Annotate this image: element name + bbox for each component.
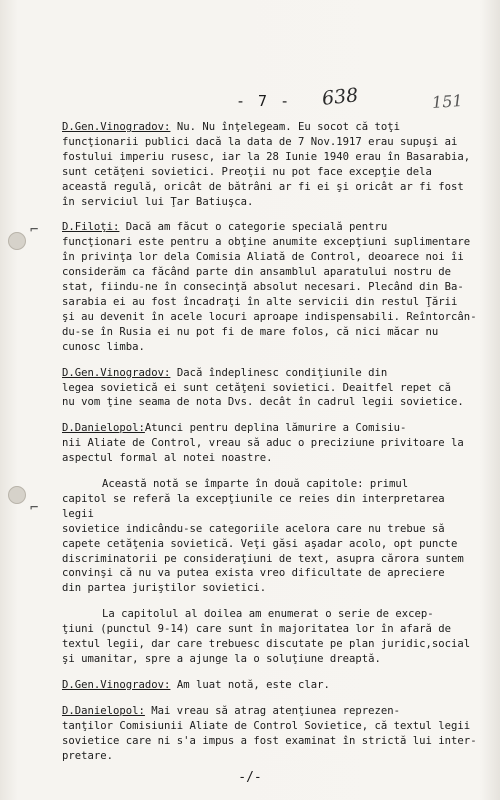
paragraph-text: Atunci pentru deplina lămurire a Comisiu- nii Aliate de Control, vreau să aduc o preciziune privitoare la aspectul formal al notei noastre.: [62, 422, 464, 465]
paragraph: [62, 220, 482, 354]
speaker-name: D.Gen.Vinogradov:: [62, 678, 171, 691]
paragraph-text: Nu. Nu înţelegeam. Eu socot că toţi funcţionarii publici dacă la data de 7 Nov.1917 erau supuşi ai fostului imperiu rusesc, iar la 28 Iunie 1940 erau în Basarabia, sunt cetăţeni sovietici. Preoţii nu pot face excepţie dela această regulă, oricât de bătrâni ar fi ei şi oricât ar fi fost în serviciul lui Ţar Batiuşca.: [62, 121, 471, 208]
punch-hole: [8, 486, 26, 504]
paragraph-text: Mai vreau să atrag atenţiunea reprezen- tanţilor Comisiunii Aliate de Control Sovietice, că textul legii sovietice care ni s'a impus a fost examinat în strictă lui inter- pretare.: [62, 704, 477, 762]
margin-mark: ⌐: [30, 222, 39, 238]
page-number: - 7 -: [236, 92, 292, 110]
paragraph: [62, 477, 482, 596]
paragraph: [62, 366, 482, 411]
document-body: [62, 120, 482, 774]
paragraph: [62, 704, 482, 764]
paragraph: [62, 607, 482, 667]
paragraph-text: La capitolul al doilea am enumerat o serie de excep- ţiuni (punctul 9-14) care sunt în majoritatea lor în afară de textul legii, dar care trebuesc discutate pe plan juridic,social şi umanitar, spre a ajunge la o soluţiune dreaptă.: [62, 608, 471, 665]
speaker-name: D.Danielopol:: [62, 704, 145, 717]
speaker-name: D.Gen.Vinogradov:: [62, 366, 171, 379]
speaker-name: D.Danielopol:: [62, 422, 145, 435]
handwritten-folio-number: 638: [320, 84, 360, 110]
handwritten-margin-number: 151: [431, 90, 464, 113]
paragraph: [62, 678, 482, 693]
paragraph-text: Am luat notă, este clar.: [170, 678, 330, 691]
speaker-name: D.Filoţi:: [62, 221, 120, 234]
paragraph-text: Dacă îndeplinesc condiţiunile din legea sovietică ei sunt cetăţeni sovietici. Deaitfel repet că nu vom ţine seama de nota Dvs. decât în cadrul legii sovietice.: [62, 366, 464, 409]
paragraph: [62, 421, 482, 466]
margin-mark: ⌐: [30, 500, 39, 516]
paragraph-text: Dacă am făcut o categorie specială pentru funcţionari este pentru a obţine anumite excepţiuni suplimentare în privinţa lor dela Comisia Aliată de Control, deoarece noi îi considerăm ca făcând parte din ansamblul aparatului nostru de stat, fiindu-ne în consecinţă absolut necesari. Plecând din Ba- sarabia ei au fost încadraţi în alte servicii din restul Ţării şi au devenit în acele locuri aproape indispensabili. Reîntorcân- du-se în Rusia ei nu pot fi de mare folos, că nici măcar nu cunosc limba.: [62, 221, 477, 353]
page-footer: -/-: [238, 770, 262, 785]
punch-hole: [8, 232, 26, 250]
speaker-name: D.Gen.Vinogradov:: [62, 121, 171, 133]
paragraph: [62, 120, 482, 209]
paragraph-text: Această notă se împarte în două capitole: primul capitol se referă la excepţiunile ce reies din interpretarea legii sovietice indicându-se categoriile acelora care nu trebue să capete cetăţenia sovietică. Veţi găsi aşadar acolo, opt puncte discriminatorii pe consideraţiuni de text, asupra cărora suntem convinşi că nu va putea exista vreo dificultate de apreciere din partea juriştilor sovietici.: [62, 478, 464, 595]
